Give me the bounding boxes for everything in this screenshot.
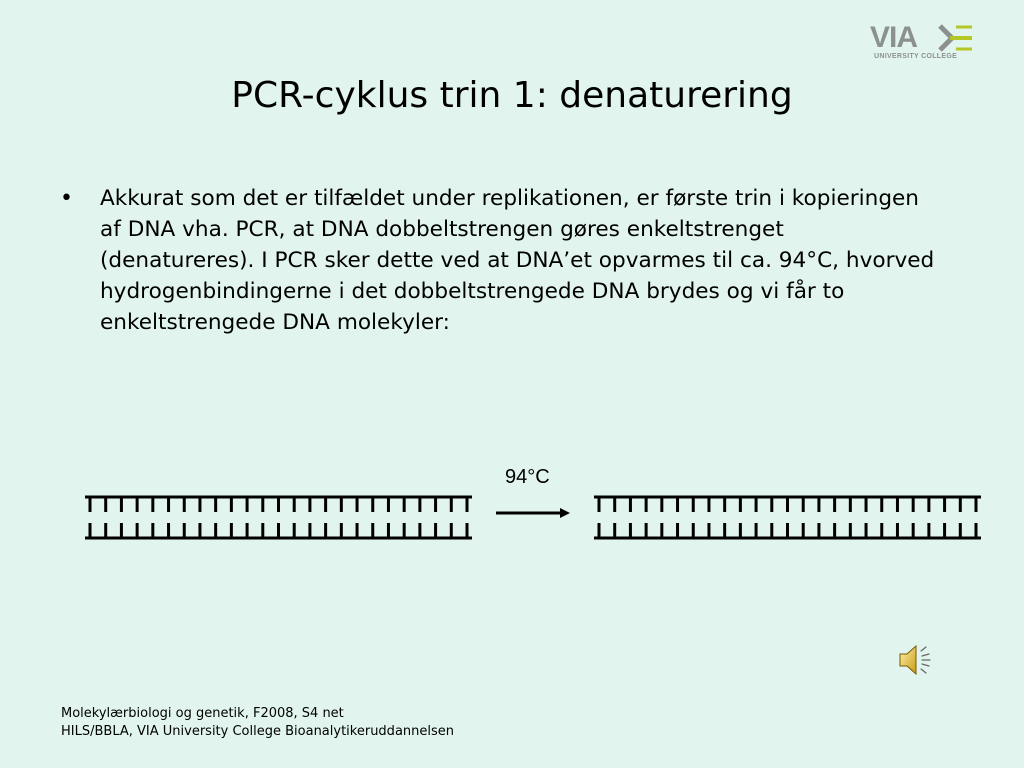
logo-wordmark: VIA xyxy=(870,21,918,54)
logo-arrow-icon xyxy=(938,24,974,52)
speaker-icon[interactable] xyxy=(898,643,934,677)
footer-line-2: HILS/BBLA, VIA University College Bioanalytikeruddannelsen xyxy=(61,724,455,739)
bullet-marker: • xyxy=(60,186,73,211)
bullet-text: Akkurat som det er tilfældet under replikationen, er første trin i kopieringen af DNA vha. PCR, at DNA dobbeltstrengen gøres enkeltstrenget (denatureres). I PCR sker dette ved at DNA’et opvarmes til ca. 94°C, hvorved hydrogenbindingerne i det dobbeltstrengede DNA brydes og vi får to enkeltstrengede DNA molekyler: xyxy=(100,186,935,335)
logo-subtitle: UNIVERSITY COLLEGE xyxy=(874,53,958,60)
arrow-head-icon xyxy=(560,508,570,518)
footer xyxy=(61,705,454,741)
temperature-label: 94°C xyxy=(505,466,550,488)
footer-line-1: Molekylærbiologi og genetik, F2008, S4 net xyxy=(61,706,344,721)
via-logo xyxy=(868,22,978,64)
bullet-list xyxy=(60,183,940,338)
bullet-item xyxy=(60,183,940,338)
slide-title: PCR-cyklus trin 1: denaturering xyxy=(231,75,793,116)
